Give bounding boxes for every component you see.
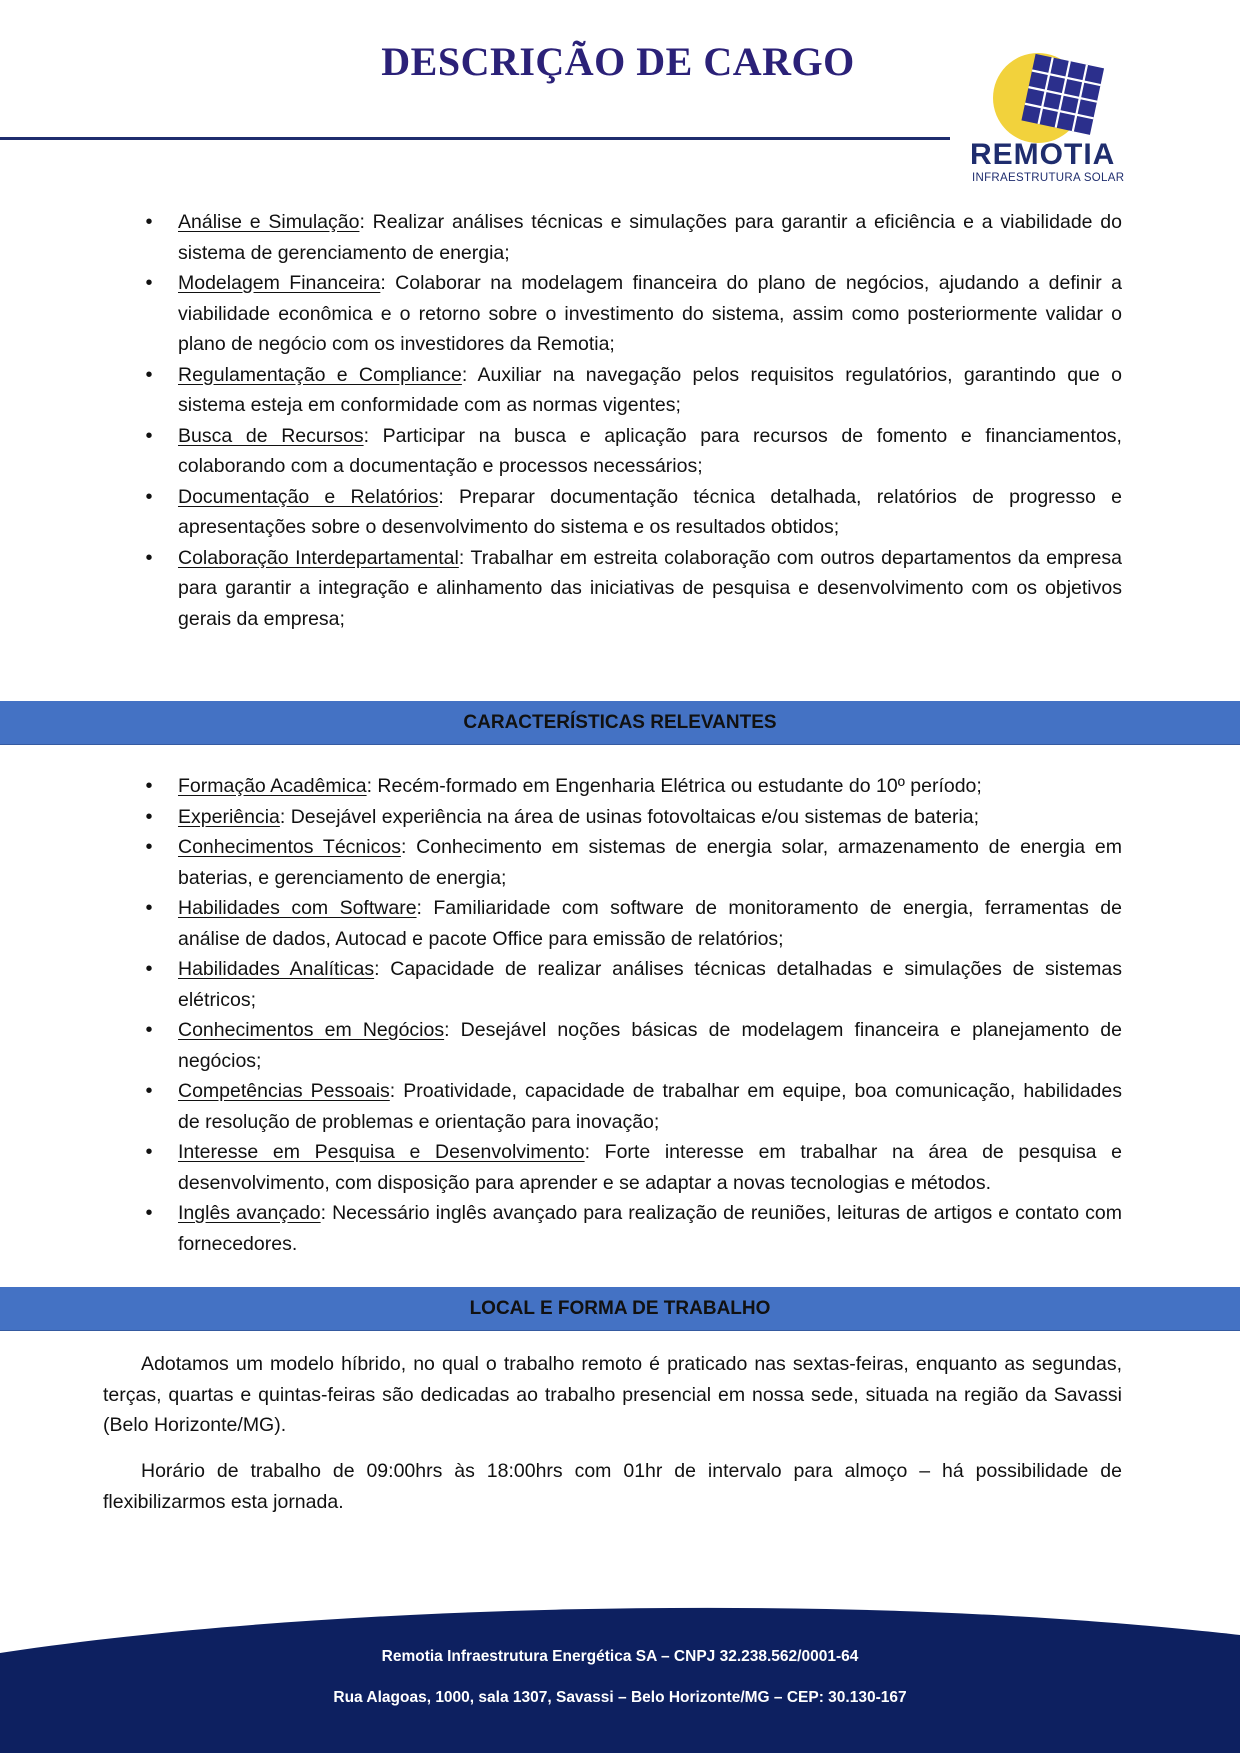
- list-item: [140, 1015, 1122, 1076]
- item-term: Regulamentação e Compliance: [178, 363, 462, 386]
- item-text: : Recém-formado em Engenharia Elétrica ou estudante do 10º período;: [366, 775, 982, 797]
- list-item: [140, 360, 1122, 421]
- list-item: [140, 893, 1122, 954]
- item-text: : Desejável experiência na área de usinas fotovoltaicas e/ou sistemas de bateria;: [279, 805, 980, 828]
- item-text: : Realizar análises técnicas e simulações para garantir a eficiência e a viabilidade do sistema de gerenciamento de energia;: [178, 211, 1122, 264]
- bullet-icon: •: [145, 958, 153, 980]
- bullet-icon: •: [145, 485, 153, 508]
- item-text: : Forte interesse em trabalhar na área de pesquisa e desenvolvimento, com disposição para aprender e se adaptar a novas tecnologias e métodos.: [178, 1141, 1122, 1194]
- logo-tagline: INFRAESTRUTURA SOLAR: [972, 172, 1125, 184]
- list-item: [140, 207, 1122, 268]
- footer-band: [0, 1605, 1240, 1753]
- item-text: : Colaborar na modelagem financeira do plano de negócios, ajudando a definir a viabilidade econômica e o retorno sobre o investimento do sistema, assim como posteriormente validar o plano de negócio com os investidores da Remotia;: [178, 272, 1122, 355]
- header-divider: [0, 137, 950, 140]
- section-heading-characteristics: CARACTERÍSTICAS RELEVANTES: [0, 701, 1240, 745]
- item-term: Documentação e Relatórios: [178, 485, 439, 508]
- item-text: : Desejável noções básicas de modelagem financeira e planejamento de negócios;: [178, 1019, 1122, 1072]
- item-term: Interesse em Pesquisa e Desenvolvimento: [178, 1141, 585, 1163]
- list-item: [140, 771, 1122, 802]
- bullet-icon: •: [145, 805, 153, 828]
- item-term: Habilidades com Software: [178, 897, 417, 919]
- list-item: [140, 1076, 1122, 1137]
- bullet-icon: •: [145, 546, 153, 569]
- list-item: [140, 421, 1122, 482]
- item-text: : Participar na busca e aplicação para recursos de fomento e financiamentos, colaborando com a documentação e processos necessários;: [178, 424, 1122, 477]
- item-text: : Proatividade, capacidade de trabalhar em equipe, boa comunicação, habilidades de resolução de problemas e orientação para inovação;: [178, 1080, 1122, 1133]
- item-term: Conhecimentos Técnicos: [178, 836, 401, 858]
- section-heading-work: LOCAL E FORMA DE TRABALHO: [0, 1287, 1240, 1331]
- item-text: : Conhecimento em sistemas de energia solar, armazenamento de energia em baterias, e gerenciamento de energia;: [178, 836, 1122, 889]
- bullet-icon: •: [145, 1080, 153, 1102]
- list-item: [140, 268, 1122, 360]
- footer-address: Rua Alagoas, 1000, sala 1307, Savassi – Belo Horizonte/MG – CEP: 30.130-167: [333, 1689, 907, 1706]
- item-term: Habilidades Analíticas: [178, 958, 375, 980]
- list-item: [140, 1137, 1122, 1198]
- item-text: : Necessário inglês avançado para realização de reuniões, leituras de artigos e contato com fornecedores.: [178, 1202, 1122, 1255]
- item-term: Busca de Recursos: [178, 424, 364, 447]
- bullet-icon: •: [145, 272, 153, 294]
- responsibilities-list: [140, 207, 1122, 634]
- item-text: : Familiaridade com software de monitoramento de energia, ferramentas de análise de dados, Autocad e pacote Office para emissão de relatórios;: [178, 897, 1123, 950]
- item-text: : Capacidade de realizar análises técnicas detalhadas e simulações de sistemas elétricos;: [178, 958, 1122, 1011]
- bullet-icon: •: [145, 1019, 153, 1041]
- bullet-icon: •: [145, 836, 153, 858]
- item-text: : Trabalhar em estreita colaboração com outros departamentos da empresa para garantir a integração e alinhamento das iniciativas de pesquisa e desenvolvimento com os objetivos gerais da empresa;: [178, 546, 1122, 630]
- footer-company: Remotia Infraestrutura Energética SA – CNPJ 32.238.562/0001-64: [381, 1648, 859, 1665]
- logo-wordmark: REMOTIA: [970, 138, 1116, 171]
- bullet-icon: •: [145, 775, 153, 797]
- item-term: Competências Pessoais: [178, 1080, 390, 1102]
- list-item: [140, 1198, 1122, 1259]
- bullet-icon: •: [145, 1141, 153, 1163]
- item-term: Formação Acadêmica: [178, 775, 367, 797]
- item-term: Experiência: [178, 805, 280, 828]
- page-title: DESCRIÇÃO DE CARGO: [381, 39, 855, 84]
- bullet-icon: •: [145, 363, 153, 386]
- item-term: Colaboração Interdepartamental: [178, 546, 459, 569]
- list-item: [140, 954, 1122, 1015]
- bullet-icon: •: [145, 1202, 153, 1224]
- list-item: [140, 802, 1122, 833]
- work-paragraph-1: Adotamos um modelo híbrido, no qual o trabalho remoto é praticado nas sextas-feiras, enquanto as segundas, terças, quartas e quintas-feiras são dedicadas ao trabalho presencial em nossa sede, situada na região da Savassi (Belo Horizonte/MG).: [103, 1353, 1122, 1436]
- item-text: : Auxiliar na navegação pelos requisitos regulatórios, garantindo que o sistema esteja em conformidade com as normas vigentes;: [178, 363, 1123, 416]
- item-term: Modelagem Financeira: [178, 272, 381, 294]
- bullet-icon: •: [145, 424, 153, 447]
- list-item: [140, 482, 1122, 543]
- list-item: [140, 543, 1122, 635]
- item-term: Conhecimentos em Negócios: [178, 1019, 445, 1041]
- list-item: [140, 832, 1122, 893]
- bullet-icon: •: [145, 897, 153, 919]
- bullet-icon: •: [145, 211, 153, 233]
- item-term: Análise e Simulação: [178, 211, 360, 233]
- item-text: : Preparar documentação técnica detalhada, relatórios de progresso e apresentações sobre o desenvolvimento do sistema e os resultados obtidos;: [178, 485, 1122, 538]
- work-paragraph-2: Horário de trabalho de 09:00hrs às 18:00hrs com 01hr de intervalo para almoço – há possibilidade de flexibilizarmos esta jornada.: [103, 1460, 1122, 1513]
- item-term: Inglês avançado: [178, 1202, 321, 1224]
- characteristics-list: [140, 771, 1122, 1259]
